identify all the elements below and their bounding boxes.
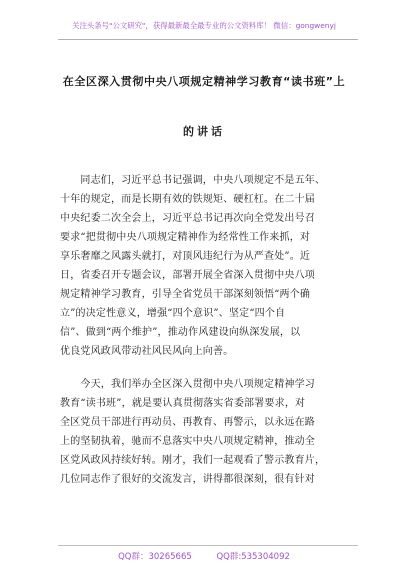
text-line: 今天，我们举办全区深入贯彻中央八项规定精神学习: [60, 379, 315, 390]
text-line: 同志们，习近平总书记强调，中央八项规定不是五年、: [60, 175, 326, 186]
text-line: 规定精神学习教育，引导全省党员干部深刻领悟“两个确: [60, 289, 311, 300]
page-header-promo: 关注头条号"公文研究"，获得最新最全最专业的公文资料库！ 微信：gongwenyj: [72, 21, 336, 30]
footer-divider: [58, 545, 358, 546]
footer-qq-group-1: QQ群：30265665: [118, 552, 192, 562]
text-line: 信”、做到“两个维护”，推动作风建设向纵深发展，以: [60, 327, 301, 338]
text-line: 享乐奢靡之风露头就打，对顶风违纪行为从严查处”。近: [60, 251, 311, 262]
text-line: 要求“把贯彻中央八项规定精神作为经常性工作来抓，对: [60, 232, 311, 243]
text-line: 十年的规定，而是长期有效的铁规矩、硬杠杠。在二十届: [60, 194, 315, 205]
footer-qq-group-2: QQ群:535304092: [216, 552, 290, 562]
document-title-line1: 在全区深入贯彻中央八项规定精神学习教育“读书班”上: [62, 75, 346, 88]
text-line: 上的坚韧执着，驰而不息落实中央八项规定精神，推动全: [60, 436, 315, 447]
text-line: 几位同志作了很好的交流发言，讲得都很深刻，很有针对: [60, 474, 315, 485]
header-divider: [58, 39, 358, 40]
text-line: 全区党员干部进行再动员、再教育、再警示，以永远在路: [60, 417, 315, 428]
text-line: 教育“读书班”，就是要认真贯彻落实省委部署要求，对: [60, 398, 306, 409]
text-line: 日，省委召开专题会议，部署开展全省深入贯彻中央八项: [60, 270, 315, 281]
document-body: [60, 171, 350, 489]
document-title-line2: 的讲话: [183, 125, 225, 138]
text-line: 区党风政风持续好转。刚才，我们一起观看了警示教育片，: [60, 455, 326, 466]
text-line: 优良党风政风带动社风民风向上向善。: [60, 346, 234, 357]
text-line: 立”的决定性意义，增强“四个意识”、坚定“四个自: [60, 308, 286, 319]
paragraph-2: [60, 375, 350, 489]
text-line: 中央纪委二次全会上，习近平总书记再次向全党发出号召: [60, 213, 315, 224]
paragraph-1: [60, 171, 350, 361]
page-footer: [0, 550, 408, 562]
